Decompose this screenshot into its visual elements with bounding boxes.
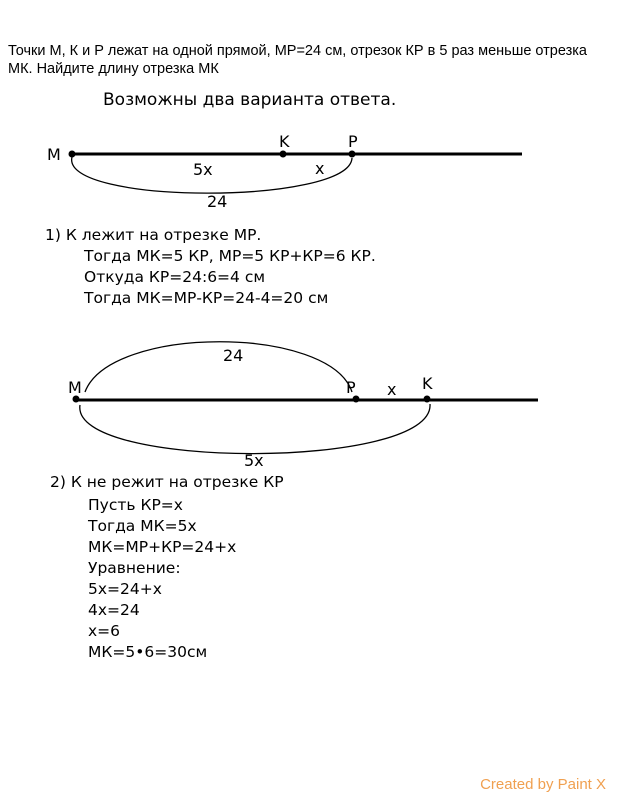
variant-1-line: Откуда КР=24:6=4 см <box>84 268 266 286</box>
variant-2-line: МК=5•6=30см <box>88 643 208 661</box>
variant-2-line: МК=МР+КР=24+х <box>88 538 237 556</box>
variant-1-line: Тогда МК=5 КР, МР=5 КР+КР=6 КР. <box>84 247 376 265</box>
variant-1-line: Тогда МК=МР-КР=24-4=20 см <box>84 289 329 307</box>
label-x-2: x <box>387 380 397 399</box>
label-x-1: x <box>315 159 325 178</box>
arc-mp-2 <box>85 342 352 392</box>
variant-2-line: х=6 <box>88 622 121 640</box>
point-k-2 <box>424 396 431 403</box>
label-p-1: P <box>348 132 358 151</box>
variant-2-line: Пусть КР=х <box>88 496 183 514</box>
variant-1-title: 1) К лежит на отрезке МР. <box>45 226 262 244</box>
label-5x-1: 5x <box>193 160 213 179</box>
problem-line-1: Точки М, К и Р лежат на одной прямой, МР=24 см, отрезок КР в 5 раз меньше отрезка <box>8 43 587 59</box>
label-k-1: K <box>279 132 290 151</box>
variant-2-line: Тогда МК=5х <box>88 517 197 535</box>
label-m-1: M <box>47 145 61 164</box>
label-m-2: M <box>68 378 82 397</box>
arc-mk-2 <box>80 404 430 454</box>
variant-2-line: Уравнение: <box>88 559 181 577</box>
label-k-2: K <box>422 374 433 393</box>
label-p-2: P <box>346 378 356 397</box>
label-5x-2: 5x <box>244 451 264 470</box>
label-24-1: 24 <box>207 192 228 211</box>
variant-2-line: 5х=24+х <box>88 580 162 598</box>
variant-2-title: 2) К не режит на отрезке КР <box>50 473 284 491</box>
variant-2-line: 4х=24 <box>88 601 140 619</box>
problem-line-2: МК. Найдите длину отрезка МК <box>8 61 219 77</box>
watermark-credit: Created by Paint X <box>480 776 606 793</box>
heading: Возможны два варианта ответа. <box>103 90 397 110</box>
label-24-2: 24 <box>223 346 244 365</box>
